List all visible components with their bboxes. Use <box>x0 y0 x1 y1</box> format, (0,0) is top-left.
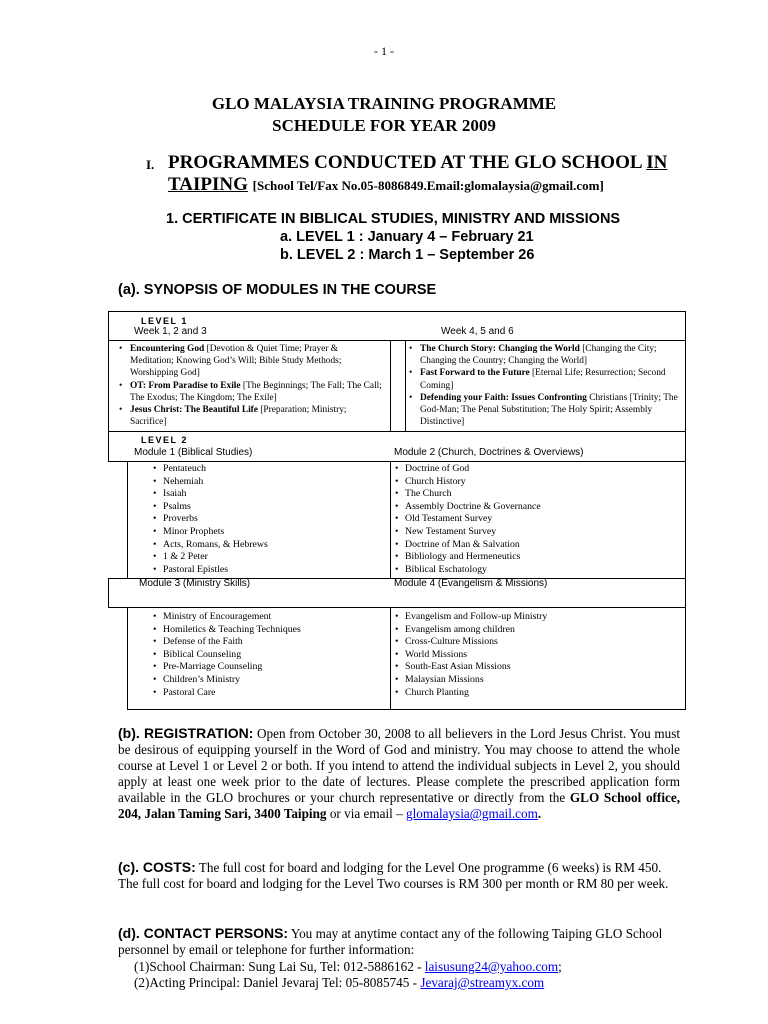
level1-weeks-1-3: Week 1, 2 and 3 <box>134 326 207 337</box>
list-item: • Ministry of Encouragement <box>163 611 383 624</box>
section-heading-line1: PROGRAMMES CONDUCTED AT THE GLO SCHOOL IN <box>168 152 668 173</box>
list-item: • Isaiah <box>163 488 383 501</box>
school-office-address: GLO School office, 204, Jalan Taming Sari, 3400 Taiping <box>118 790 680 821</box>
level1-label: LEVEL 1 <box>141 316 188 326</box>
list-item: • Proverbs <box>163 513 383 526</box>
list-item: • Malaysian Missions <box>405 674 675 687</box>
contact-item-principal: (2)Acting Principal: Daniel Jevaraj Tel: 05-8085745 - Jevaraj@streamyx.com <box>134 975 545 990</box>
section-heading-line2: TAIPING [School Tel/Fax No.05-8086849.Email:glomalaysia@gmail.com] <box>168 174 604 195</box>
list-item: • Acts, Romans, & Hebrews <box>163 539 383 552</box>
list-item: • Old Testament Survey <box>405 513 675 526</box>
list-item: • Jesus Christ: The Beautiful Life [Preparation; Ministry; Sacrifice] <box>130 404 382 428</box>
section-number: I. <box>146 157 155 172</box>
list-item: • Minor Prophets <box>163 526 383 539</box>
level2-dates: b. LEVEL 2 : March 1 – September 26 <box>280 247 535 263</box>
list-item: • Defense of the Faith <box>163 636 383 649</box>
list-item: • The Church <box>405 488 675 501</box>
list-item: • Church History <box>405 476 675 489</box>
list-item: • 1 & 2 Peter <box>163 551 383 564</box>
modules-table <box>108 311 686 710</box>
synopsis-heading: (a). SYNOPSIS OF MODULES IN THE COURSE <box>118 282 437 298</box>
school-contact-details: [School Tel/Fax No.05-8086849.Email:glomalaysia@gmail.com] <box>252 178 604 193</box>
list-item: • World Missions <box>405 649 675 662</box>
list-item: • Nehemiah <box>163 476 383 489</box>
module2-heading: Module 2 (Church, Doctrines & Overviews) <box>394 447 584 458</box>
module3-heading: Module 3 (Ministry Skills) <box>139 578 251 589</box>
list-item: • South-East Asian Missions <box>405 661 675 674</box>
list-item: • Doctrine of Man & Salvation <box>405 539 675 552</box>
level1-dates: a. LEVEL 1 : January 4 – February 21 <box>280 229 534 245</box>
module2-list <box>405 463 675 576</box>
costs-label: (c). COSTS: <box>118 859 196 875</box>
contacts-paragraph: (d). CONTACT PERSONS: You may at anytime contact any of the following Taiping GLO School personnel by email or telephone for further information: <box>118 925 663 957</box>
list-item: • Homiletics & Teaching Techniques <box>163 624 383 637</box>
module3-list <box>163 611 383 699</box>
module4-list <box>405 611 675 699</box>
registration-label: (b). REGISTRATION: <box>118 725 254 741</box>
list-item: • Fast Forward to the Future [Eternal Life; Resurrection; Second Coming] <box>420 367 678 391</box>
list-item: • New Testament Survey <box>405 526 675 539</box>
list-item: • Evangelism and Follow-up Ministry <box>405 611 675 624</box>
list-item: • Defending your Faith: Issues Confronting Christians [Trinity; The God-Man; The Penal Substitution; The Holy Spirit; Assembly Distinctive] <box>420 392 678 429</box>
list-item: • Psalms <box>163 501 383 514</box>
certificate-title: 1. CERTIFICATE IN BIBLICAL STUDIES, MINISTRY AND MISSIONS <box>166 211 621 227</box>
list-item: • Pastoral Care <box>163 687 383 700</box>
module1-list <box>163 463 383 576</box>
list-item: • Pentateuch <box>163 463 383 476</box>
list-item: • Pastoral Epistles <box>163 564 383 577</box>
list-item: • Church Planting <box>405 687 675 700</box>
list-item: • Cross-Culture Missions <box>405 636 675 649</box>
level1-col1-list <box>130 343 382 428</box>
list-item: • Encountering God [Devotion & Quiet Time; Prayer & Meditation; Knowing God’s Will; Bible Study Methods; Worshipping God] <box>130 343 382 380</box>
list-item: • Biblical Eschatology <box>405 564 675 577</box>
list-item: • Doctrine of God <box>405 463 675 476</box>
chairman-email-link[interactable]: laisusung24@yahoo.com <box>424 959 559 974</box>
level2-label: LEVEL 2 <box>141 435 188 445</box>
contact-item-chairman: (1)School Chairman: Sung Lai Su, Tel: 012-5886162 - laisusung24@yahoo.com; <box>134 959 562 974</box>
principal-email-link[interactable]: Jevaraj@streamyx.com <box>420 975 545 990</box>
list-item: • Pre-Marriage Counseling <box>163 661 383 674</box>
list-item: • Assembly Doctrine & Governance <box>405 501 675 514</box>
list-item: • Evangelism among children <box>405 624 675 637</box>
contacts-label: (d). CONTACT PERSONS: <box>118 925 289 941</box>
module1-heading: Module 1 (Biblical Studies) <box>134 447 253 458</box>
registration-email-link[interactable]: glomalaysia@gmail.com <box>405 806 538 821</box>
registration-paragraph: (b). REGISTRATION: Open from October 30, 2008 to all believers in the Lord Jesus Christ. You must be desirous of equipping yourself in the Word of God and ministry. You may choose to attend the whole course at Level 1 or Level 2 or both. If you intend to attend the individual subjects in Level 2, you should apply at least one week prior to the date of lectures. Please complete the prescribed application form available in the GLO brochures or your church representative or directly from the GLO School office, 204, Jalan Taming Sari, 3400 Taiping or via email – glomalaysia@gmail.com. <box>118 725 680 821</box>
list-item: • Children’s Ministry <box>163 674 383 687</box>
list-item: • Bibliology and Hermeneutics <box>405 551 675 564</box>
level1-col2-list <box>420 343 678 428</box>
document-title: GLO MALAYSIA TRAINING PROGRAMME <box>211 94 557 113</box>
list-item: • OT: From Paradise to Exile [The Beginnings; The Fall; The Call; The Exodus; The Kingdom; The Exile] <box>130 380 382 404</box>
list-item: • Biblical Counseling <box>163 649 383 662</box>
list-item: • The Church Story: Changing the World [Changing the City; Changing the Country; Changing the World] <box>420 343 678 367</box>
module4-heading: Module 4 (Evangelism & Missions) <box>394 578 548 589</box>
document-subtitle: SCHEDULE FOR YEAR 2009 <box>272 116 496 135</box>
level1-weeks-4-6: Week 4, 5 and 6 <box>441 326 514 337</box>
page-number: - 1 - <box>374 44 394 58</box>
costs-paragraph: (c). COSTS: The full cost for board and lodging for the Level One programme (6 weeks) is RM 450. The full cost for board and lodging for the Level Two courses is RM 300 per month or RM 80 per week. <box>118 859 669 891</box>
